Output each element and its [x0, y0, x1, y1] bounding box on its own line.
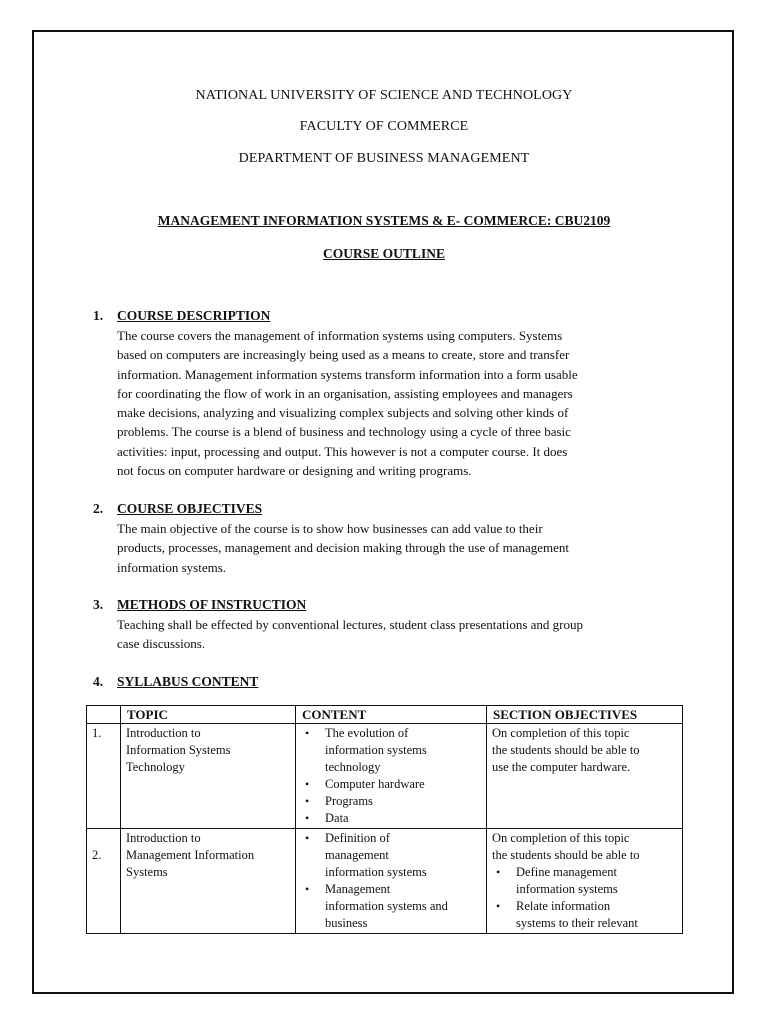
topic-line: Introduction to [126, 831, 201, 845]
row-number [87, 829, 121, 934]
list-item-line: systems to their relevant [516, 916, 638, 930]
paragraph-line: not focus on computer hardware or designing and writing programs. [117, 463, 472, 479]
list-item [301, 725, 481, 776]
university-name: NATIONAL UNIVERSITY OF SCIENCE AND TECHNOLOGY [195, 88, 573, 103]
objective-line: the students should be able to [492, 743, 640, 757]
topic-cell [121, 829, 296, 934]
list-item-line: • Programs [325, 794, 373, 808]
syllabus-table [86, 705, 683, 934]
paragraph-line: activities: input, processing and output. This however is not a computer course. It does [117, 443, 568, 459]
paragraph-line: problems. The course is a blend of business and technology using a cycle of three basic [117, 424, 571, 440]
department-name: DEPARTMENT OF BUSINESS MANAGEMENT [238, 151, 530, 166]
objective-line: On completion of this topic [492, 726, 630, 740]
paragraph-line: information. Management information systems transform information into a form usable [117, 366, 578, 382]
table-row [87, 724, 683, 829]
paragraph-line: case discussions. [117, 636, 206, 652]
content-list [301, 725, 481, 827]
paragraph-line: based on computers are increasingly being used as a means to create, store and transfer [117, 347, 570, 363]
list-item-line: • Computer hardware [325, 777, 425, 791]
column-header-topic: TOPIC [121, 706, 296, 724]
content-cell [296, 829, 487, 934]
faculty-name: FACULTY OF COMMERCE [299, 119, 469, 134]
paragraph-line: The main objective of the course is to show how businesses can add value to their [117, 521, 543, 536]
course-title: MANAGEMENT INFORMATION SYSTEMS & E- COMMERCE: CBU2109 [157, 213, 611, 228]
list-item-line: business [325, 916, 368, 930]
list-item-line: • Management [325, 882, 391, 896]
objective-line: the students should be able to [492, 848, 640, 862]
list-item [301, 793, 481, 810]
list-item [301, 881, 481, 932]
section-title-methods-of-instruction: METHODS OF INSTRUCTION [117, 597, 307, 612]
topic-line: Systems [126, 865, 168, 879]
row-number-text: 2. [92, 848, 102, 862]
course-description-text [117, 326, 677, 480]
paragraph-line: information systems. [117, 559, 227, 575]
methods-of-instruction-text [117, 615, 677, 654]
list-item-line: • Data [325, 811, 349, 825]
section-number: 3. [93, 597, 104, 612]
objectives-cell [487, 724, 683, 829]
section-title-syllabus-content: SYLLABUS CONTENT [117, 674, 259, 689]
topic-line: Technology [126, 760, 185, 774]
list-item-line: • Define management [516, 865, 617, 879]
list-item-line: information systems [325, 743, 427, 757]
objective-line: On completion of this topic [492, 831, 630, 845]
list-item-line: technology [325, 760, 381, 774]
list-item [301, 776, 481, 793]
section-title-course-objectives: COURSE OBJECTIVES [117, 501, 263, 516]
paragraph-line: Teaching shall be effected by conventional lectures, student class presentations and group [117, 617, 583, 632]
topic-line: Management Information [126, 848, 255, 862]
list-item-line: information systems [516, 882, 618, 896]
column-header-number [87, 706, 121, 724]
content-cell [296, 724, 487, 829]
content-list [301, 830, 481, 932]
list-item-line: management [325, 848, 389, 862]
list-item-line: • Definition of [325, 831, 390, 845]
column-header-content: CONTENT [296, 706, 487, 724]
paragraph-line: for coordinating the flow of work in an organisation, assisting employees and managers [117, 385, 573, 401]
objectives-cell [487, 829, 683, 934]
topic-cell [121, 724, 296, 829]
course-objectives-text [117, 519, 677, 577]
table-row [87, 829, 683, 934]
section-number: 4. [93, 674, 104, 689]
section-number: 2. [93, 501, 104, 516]
list-item-line: information systems and [325, 899, 448, 913]
paragraph-line: The course covers the management of information systems using computers. Systems [117, 328, 563, 343]
column-header-section-objectives: SECTION OBJECTIVES [487, 706, 683, 724]
section-number: 1. [93, 308, 104, 323]
objective-line: use the computer hardware. [492, 760, 631, 774]
list-item-line: • The evolution of [325, 726, 409, 740]
paragraph-line: products, processes, management and decision making through the use of management [117, 540, 569, 556]
section-title-course-description: COURSE DESCRIPTION [117, 308, 271, 323]
list-item-line: information systems [325, 865, 427, 879]
list-item [492, 864, 677, 898]
topic-line: Introduction to [126, 726, 201, 740]
paragraph-line: make decisions, analyzing and visualizing complex subjects and solving other kinds of [117, 405, 569, 421]
list-item [301, 830, 481, 881]
objectives-list [492, 864, 677, 932]
list-item-line: • Relate information [516, 899, 611, 913]
list-item [492, 898, 677, 932]
row-number: 1. [87, 724, 121, 829]
list-item [301, 810, 481, 827]
table-header-row [87, 706, 683, 724]
document-title: COURSE OUTLINE [323, 246, 445, 261]
topic-line: Information Systems [126, 743, 231, 757]
